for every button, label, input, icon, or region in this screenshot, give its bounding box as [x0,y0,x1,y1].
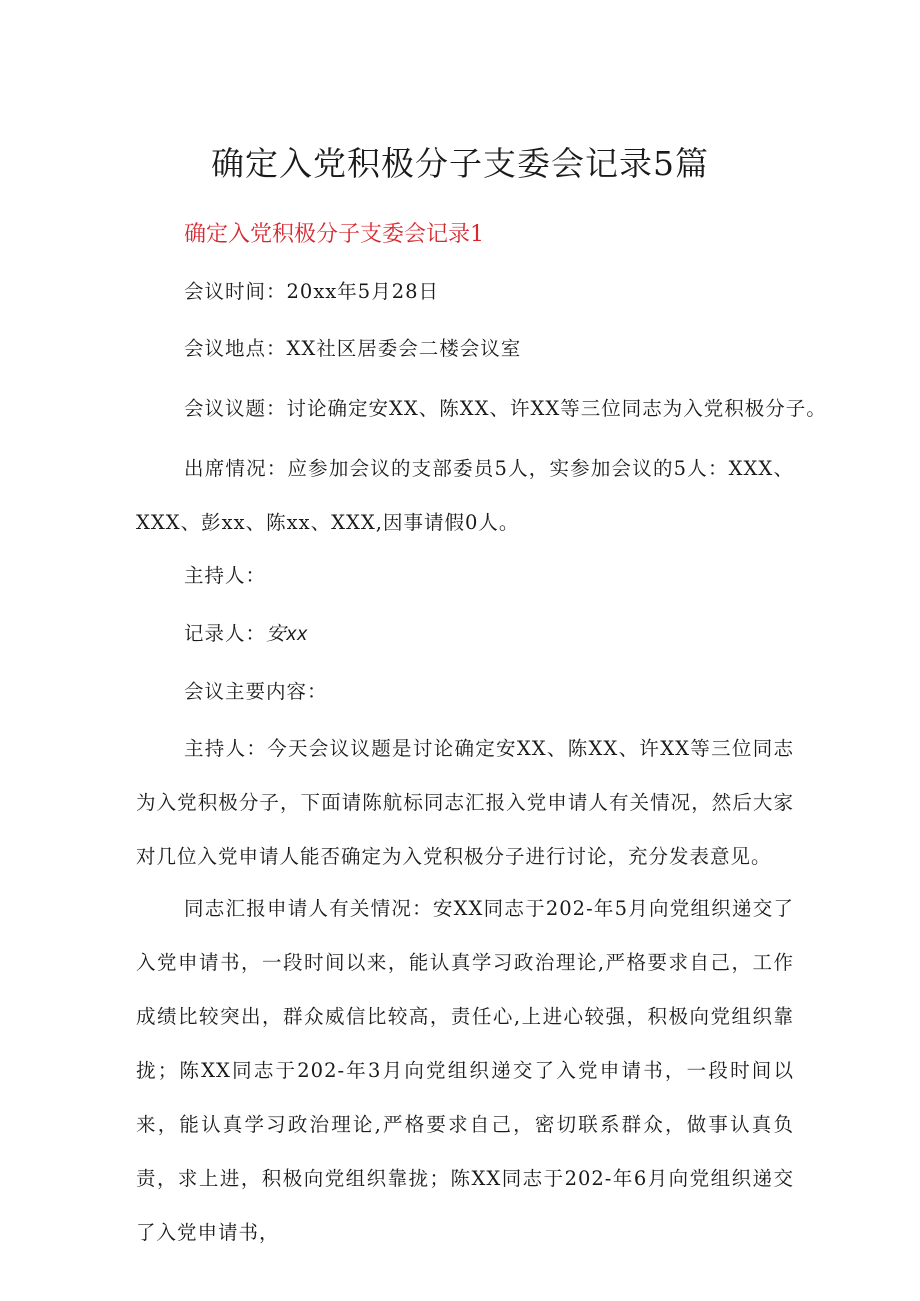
recorder-line [184,619,308,649]
meeting-topic: 会议议题：讨论确定安XX、陈XX、许XX等三位同志为入党积极分子。 [184,397,827,420]
meeting-place: 会议地点：XX社区居委会二楼会议室 [184,337,522,360]
document-title: 确定入党积极分子支委会记录5篇 [211,144,709,183]
recorder-label: 记录人： [184,622,267,645]
attendance-paragraph: 出席情况：应参加会议的支部委员5人，实参加会议的5人：XXX、XXX、彭xx、陈xx、XXX,因事请假0人。 [136,457,794,534]
host-speech-paragraph: 主持人：今天会议议题是讨论确定安XX、陈XX、许XX等三位同志为入党积极分子，下面请陈航标同志汇报入党申请人有关情况，然后大家对几位入党申请人能否确定为入党积极分子进行讨论，充分发表意见。 [136,737,794,868]
meeting-time: 会议时间：20xx年5月28日 [184,280,440,303]
report-paragraph: 同志汇报申请人有关情况：安XX同志于202-年5月向党组织递交了入党申请书，一段时间以来，能认真学习政治理论,严格要求自己，工作成绩比较突出，群众威信比较高，责任心,上进心较强，积极向党组织靠拢；陈XX同志于202-年3月向党组织递交了入党申请书，一段时间以来，能认真学习政治理论,严格要求自己，密切联系群众，做事认真负责，求上进，积极向党组织靠拢；陈XX同志于202-年6月向党组织递交了入党申请书， [136,897,794,1244]
host-label: 主持人： [184,564,267,587]
section-heading: 确定入党积极分子支委会记录1 [184,222,484,247]
recorder-name: 安xx [266,623,309,645]
main-content-label: 会议主要内容： [184,680,328,703]
